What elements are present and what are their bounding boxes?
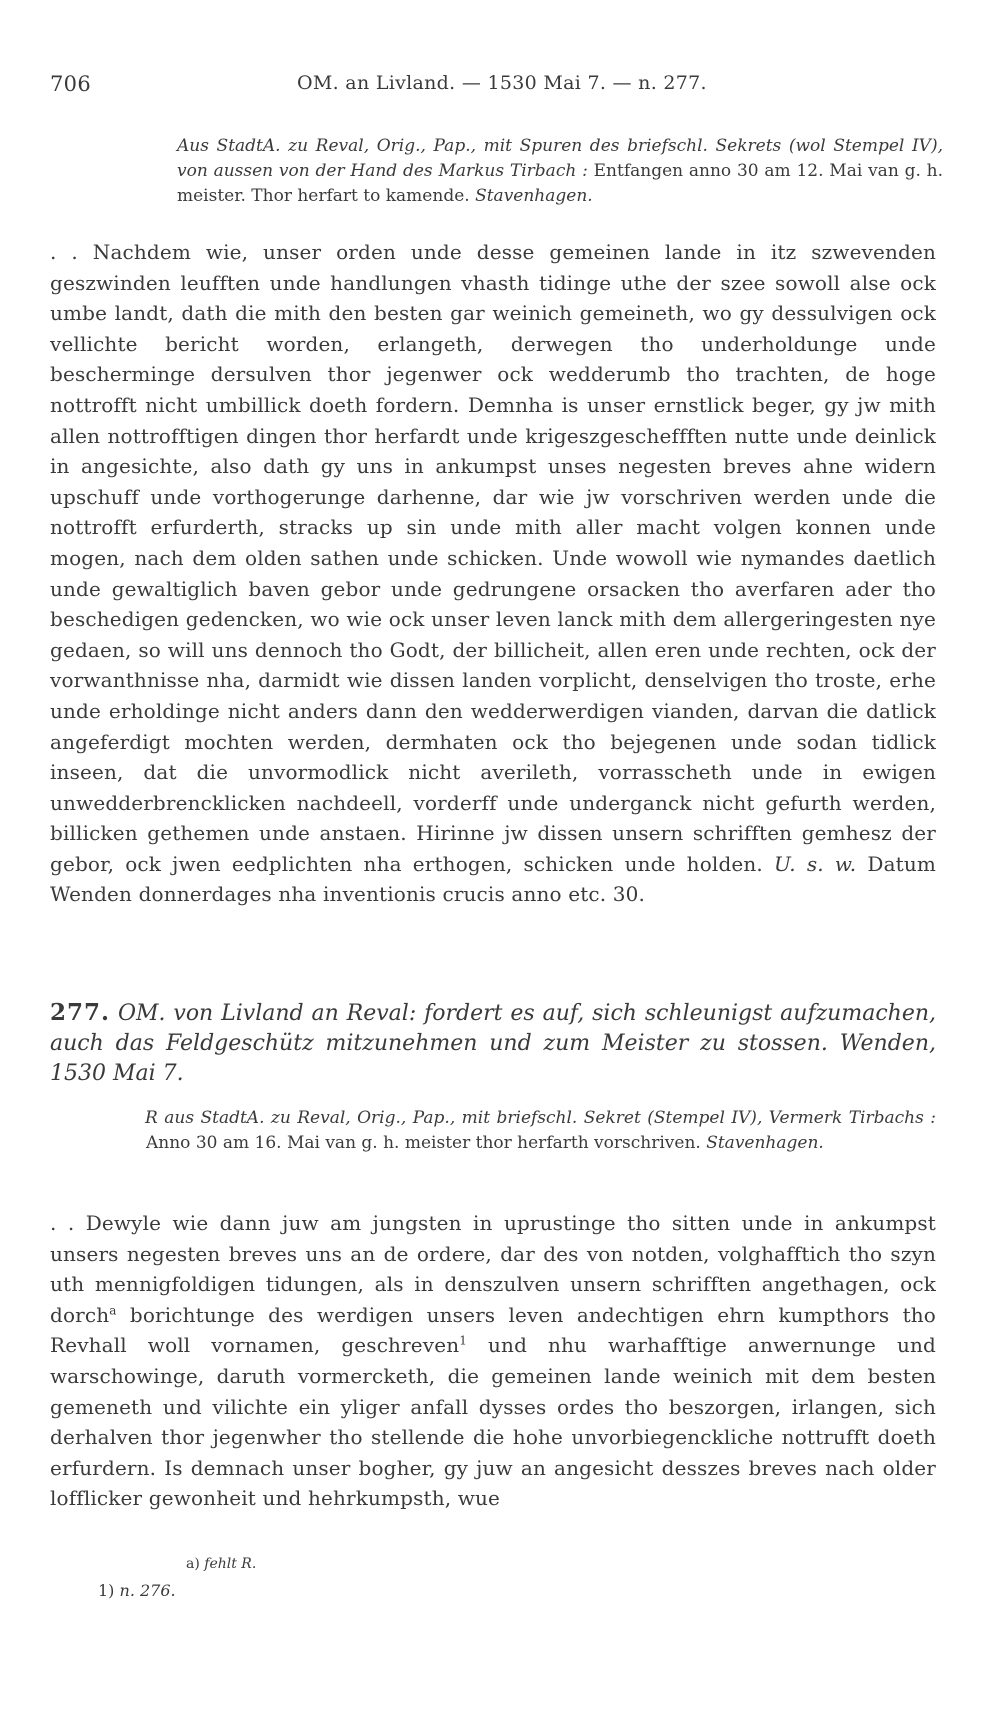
footnote-a-text: fehlt R.: [204, 1556, 257, 1572]
doc1-dating: Datum Wenden donnerdages nha inventionis crucis anno etc. 30.: [50, 851, 936, 907]
footnote-1-text: n. 276.: [119, 1581, 176, 1600]
running-head: [50, 70, 930, 100]
doc2-source-label: R aus StadtA. zu Reval, Orig., Pap., mit briefschl. Sekret (Stempel IV), Vermerk Tirbachs :: [145, 1108, 936, 1128]
footnote-1: [98, 1581, 176, 1600]
footnote-ref-1: 1: [459, 1333, 468, 1348]
doc2-number: 277.: [50, 999, 111, 1026]
doc1-source-remark: Entfangen anno 30 am 12. Mai van g. h. meister. Thor herfart to kamende.: [177, 161, 944, 206]
doc1-body: [50, 237, 936, 910]
doc2-source-remark: Anno 30 am 16. Mai van g. h. meister thor herfarth vorschriven.: [146, 1133, 701, 1153]
doc1-source-editor: Stavenhagen.: [475, 186, 593, 206]
doc2-source-note: [146, 1106, 936, 1156]
footnote-1-label: 1): [98, 1581, 115, 1600]
doc2-body: [50, 1208, 936, 1514]
footnote-ref-a: a: [109, 1303, 117, 1318]
doc2-text-part3: und nhu warhafftige anwernunge und warschowinge, daruth vormercketh, die gemeinen lande weinich mit dem besten gemeneth und vilichte ein yliger anfall dysses ordes tho beszorgen, irlangen, sich derhalven thor jegenwher tho stellende die hohe unvorbiegenckliche nottrufft doeth erfurdern. Is demnach unser bogher, gy juw an angesicht desszes breves nach older lofflicker gewonheit und hehrkumpsth, wue: [50, 1333, 936, 1511]
footnote-a: [186, 1556, 256, 1572]
doc1-source-note: [177, 134, 943, 209]
doc1-source-label: Aus StadtA. zu Reval, Orig., Pap., mit Spuren des briefschl. Sekrets (wol Stempel IV), von aussen von der Hand des Markus Tirbach :: [177, 136, 943, 181]
doc2-text-part2: borichtunge des werdigen unsers leven andechtigen ehrn kumpthors tho Revhall woll vornamen, geschreven: [50, 1302, 936, 1358]
doc2-heading: [50, 998, 936, 1089]
doc2-source-editor: Stavenhagen.: [706, 1133, 824, 1153]
footnote-a-label: a): [186, 1556, 200, 1572]
doc2-regest: OM. von Livland an Reval: fordert es auf, sich schleunigst aufzumachen, auch das Feldgeschütz mitzunehmen und zum Meister zu stossen. Wenden, 1530 Mai 7.: [50, 1001, 937, 1086]
doc1-abbreviation: U. s. w.: [774, 851, 857, 876]
doc2-text-part1: . . Dewyle wie dann juw am jungsten in uprustinge tho sitten unde in ankumpst unsers negesten breves uns an de ordere, dar des von notden, volghafftich tho szyn uth mennigfoldigen tidungen, als in denszulven unsern schrifften angethagen, ock dorch: [50, 1211, 936, 1327]
doc1-text: . . Nachdem wie, unser orden unde desse gemeinen lande in itz szwevenden geszwinden leufften unde handlungen vhasth tidinge uthe der szee sowoll alse ock umbe landt, dath die mith den besten gar weinich gemeineth, wo gy dessulvigen ock vellichte bericht worden, erlangeth, derwegen tho underholdunge unde bescherminge dersulven thor jegenwer ock wedderumb tho trachten, de hoge nottrofft nicht umbillick doeth fordern. Demnha is unser ernstlick beger, gy jw mith allen nottrofftigen dingen thor herfardt unde krigeszgescheffften nutte unde deinlick in angesichte, also dath gy uns in ankumpst unses negesten breves ahne widern upschuff unde vorthogerunge darhenne, dar wie jw vorschriven werden unde die nottrofft erfurderth, stracks up sin unde mith aller macht volgen konnen unde mogen, nach dem olden sathen unde schicken. Unde wowoll wie nymandes daetlich unde gewaltiglich baven gebor unde gedrungene orsacken tho averfaren ader tho beschedigen gedencken, wo wie ock unser leven lanck mith dem allergeringesten nye gedaen, so will uns dennoch tho Godt, der billicheit, allen eren unde rechten, ock der vorwanthnisse nha, darmidt wie dissen landen vorplicht, denselvigen tho troste, erhe unde erholdinge nicht anders dann den wedderwerdigen vianden, darvan die datlick angeferdigt mochten werden, dermhaten ock tho bejegenen unde sodan tidlick inseen, dat die unvormodlick nicht averileth, vorrasscheth unde in ewigen unwedderbrencklicken nachdeell, vorderff unde underganck nicht gefurth werden, billicken gethemen unde anstaen. Hirinne jw dissen unsern schrifften gemhesz der gebor, ock jwen eedplichten nha erthogen, schicken unde holden.: [50, 240, 936, 876]
running-title: OM. an Livland. — 1530 Mai 7. — n. 277.: [297, 72, 707, 94]
page-number: 706: [50, 72, 91, 96]
